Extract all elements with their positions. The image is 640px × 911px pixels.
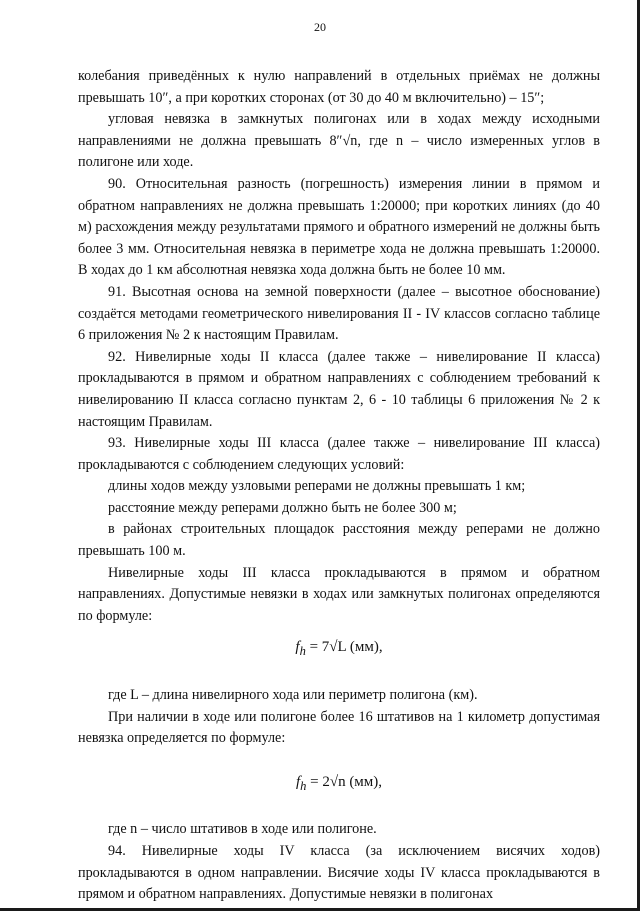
- formula-rhs: = 7√L (мм),: [305, 639, 383, 656]
- formula-lhs: f: [295, 639, 300, 656]
- paragraph: Нивелирные ходы III класса прокладываются в прямом и обратном направлениях. Допустимые невязки в ходах или замкнутых полигонах определяются по формуле:: [78, 564, 600, 624]
- formula-rhs: = 2√n (мм),: [306, 773, 383, 790]
- paragraph: 93. Нивелирные ходы III класса (далее также – нивелирование III класса) прокладываются с соблюдением следующих условий:: [78, 435, 600, 473]
- paragraph: 90. Относительная разность (погрешность) измерения линии в прямом и обратном направлениях не должна превышать 1:20000; при коротких линиях (до 40 м) расхождения между результатами прямого и обратного измерений не должны быть более 3 мм. Относительная невязка в периметре хода не должна превышать 1:20000. В ходах до 1 км абсолютная невязка хода должна быть не более 10 мм.: [78, 175, 600, 279]
- paragraph: где n – число штативов в ходе или полигоне.: [108, 821, 377, 838]
- paragraph: расстояние между реперами должно быть не более 300 м;: [108, 499, 457, 516]
- document-body: [78, 66, 600, 906]
- formula: [78, 772, 600, 798]
- formula-subscript: h: [299, 644, 306, 659]
- paragraph: в районах строительных площадок расстояния между реперами не должно превышать 100 м.: [78, 521, 600, 560]
- paragraph: угловая невязка в замкнутых полигонах или в ходах между исходными направлениями не должна превышать 8″√n, где n – число измеренных углов в полигоне или ходе.: [78, 111, 600, 171]
- formula-lhs: f: [295, 773, 301, 790]
- paragraph: 94. Нивелирные ходы IV класса (за исключением висячих ходов) прокладываются в одном направлении. Висячие ходы IV класса прокладываются в прямом и обратном направлениях. Допустимые невязки в полигонах: [78, 843, 600, 903]
- paragraph: длины ходов между узловыми реперами не должны превышать 1 км;: [108, 478, 526, 495]
- paragraph: При наличии в ходе или полигоне более 16 штативов на 1 километр допустимая невязка определяется по формуле:: [78, 708, 600, 747]
- formula-subscript: h: [300, 778, 307, 793]
- paragraph: 91. Высотная основа на земной поверхности (далее – высотное обоснование) создаётся методами геометрического нивелирования II - IV классов согласно таблице 6 приложения № 2 к настоящим Правилам.: [78, 283, 600, 344]
- formula: [78, 637, 600, 663]
- paragraph: 92. Нивелирные ходы II класса (далее также – нивелирование II класса) прокладываются в прямом и обратном направлениях с соблюдением требований к нивелированию II класса согласно пунктам 2, 6 - 10 таблицы 6 приложения № 2 к настоящим Правилам.: [78, 348, 600, 430]
- page-number: 20: [314, 20, 326, 34]
- paragraph: где L – длина нивелирного хода или периметр полигона (км).: [108, 687, 478, 704]
- paragraph: колебания приведённых к нулю направлений в отдельных приёмах не должны превышать 10″, а при коротких сторонах (от 30 до 40 м включительно) – 15″;: [78, 68, 600, 106]
